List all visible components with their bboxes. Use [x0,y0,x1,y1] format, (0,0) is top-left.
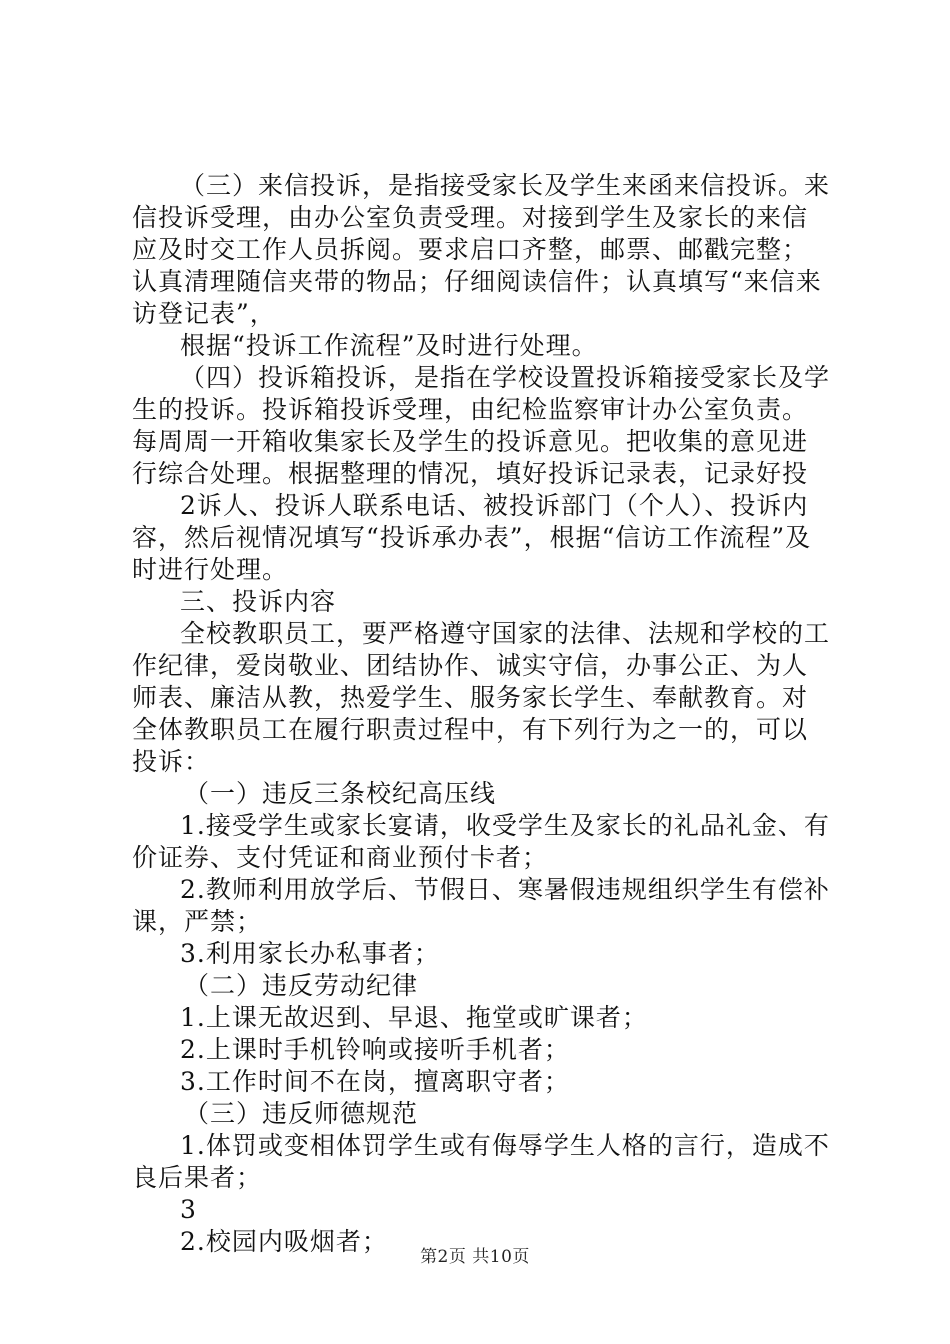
list-item-lateness: 1.上课无故迟到、早退、拖堂或旷课者； [180,1003,648,1032]
list-item-personal-errands: 3.利用家长办私事者； [180,939,440,968]
document-body [132,170,832,1258]
list-item-paid-tutoring: 2.教师利用放学后、节假日、寒暑假违规组织学生有偿补课，严禁； [132,875,830,936]
subheading-labor-discipline: （二）违反劳动纪律 [184,971,419,1000]
subheading-discipline-lines: （一）违反三条校纪高压线 [184,779,497,808]
subheading-ethics: （三）违反师德规范 [184,1099,419,1128]
section-heading-complaint-content: 三、投诉内容 [180,587,337,616]
stray-page-number: 3 [180,1195,197,1224]
list-item-phone-in-class: 2.上课时手机铃响或接听手机者； [180,1035,570,1064]
list-item-gifts: 1.接受学生或家长宴请，收受学生及家长的礼品礼金、有价证券、支付凭证和商业预付卡者； [132,811,830,872]
paragraph-box-complaint-continued: 2诉人、投诉人联系电话、被投诉部门（个人）、投诉内容，然后视情况填写“投诉承办表”，根据“信访工作流程”及时进行处理。 [132,491,812,584]
paragraph-process-note: 根据“投诉工作流程”及时进行处理。 [180,331,598,360]
list-item-corporal-punishment: 1.体罚或变相体罚学生或有侮辱学生人格的言行，造成不良后果者； [132,1131,830,1192]
paragraph-box-complaint: （四）投诉箱投诉，是指在学校设置投诉箱接受家长及学生的投诉。投诉箱投诉受理，由纪检监察审计办公室负责。每周周一开箱收集家长及学生的投诉意见。把收集的意见进行综合处理。根据整理的情况，填好投诉记录表，记录好投 [132,363,831,488]
page-footer: 第2页 共10页 [420,1247,530,1267]
paragraph-staff-requirements: 全校教职员工，要严格遵守国家的法律、法规和学校的工作纪律，爱岗敬业、团结协作、诚实守信，办事公正、为人师表、廉洁从教，热爱学生、服务家长学生、奉献教育。对全体教职员工在履行职责过程中，有下列行为之一的，可以投诉： [132,619,831,776]
list-item-absent-post: 3.工作时间不在岗，擅离职守者； [180,1067,570,1096]
paragraph-letter-complaint: （三）来信投诉，是指接受家长及学生来函来信投诉。来信投诉受理，由办公室负责受理。对接到学生及家长的来信应及时交工作人员拆阅。要求启口齐整，邮票、邮戳完整；认真清理随信夹带的物品；仔细阅读信件；认真填写“来信来访登记表”， [132,171,831,328]
list-item-smoking: 2.校园内吸烟者； [180,1227,388,1256]
